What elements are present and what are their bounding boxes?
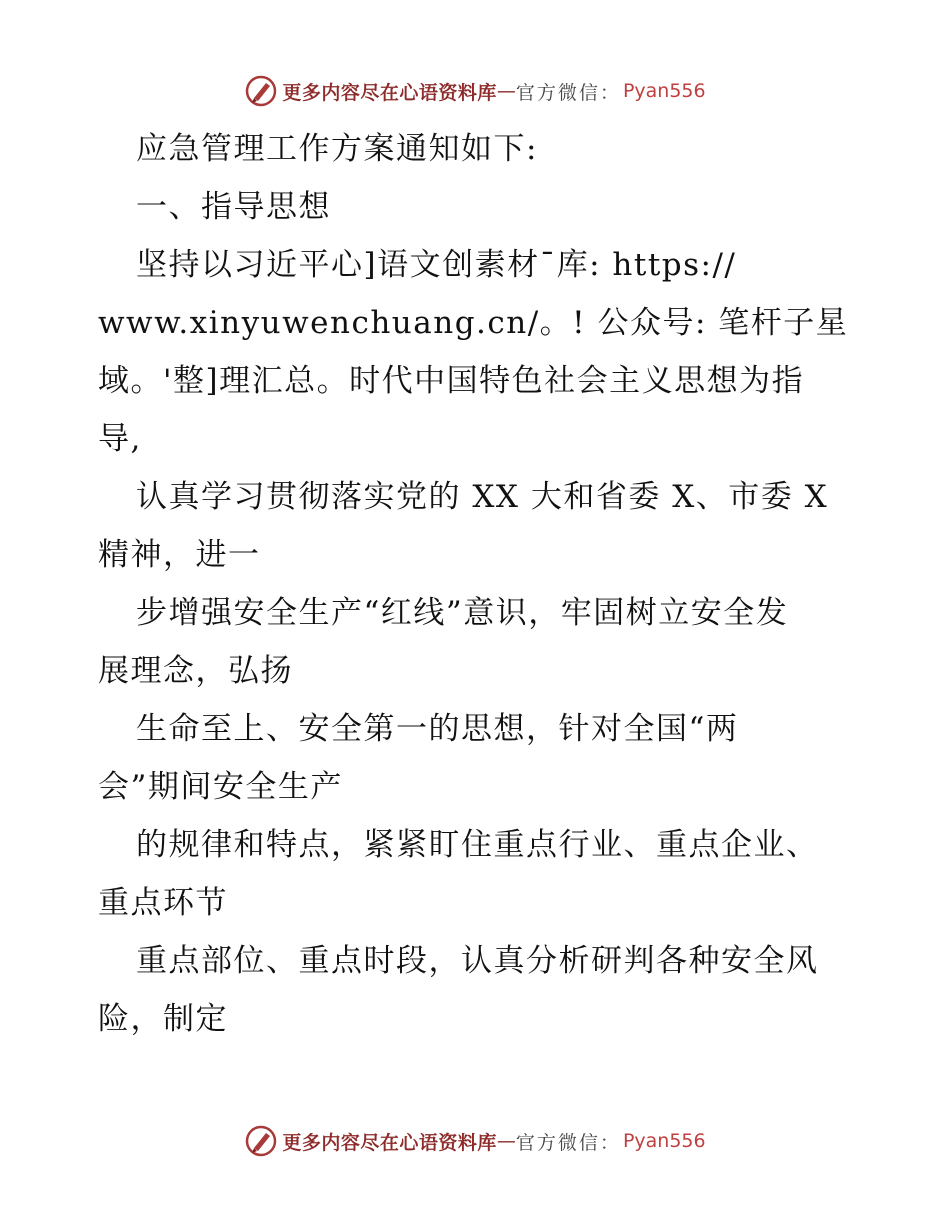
- document-line: 的规律和特点，紧紧盯住重点行业、重点企业、: [136, 827, 819, 863]
- banner-wechat-id: Pyan556: [622, 1130, 706, 1152]
- document-line: 险，制定: [98, 1001, 228, 1037]
- document-line: 应急管理工作方案通知如下:: [136, 131, 538, 167]
- banner-wechat-id: Pyan556: [622, 80, 706, 102]
- footer-watermark-banner: [0, 1121, 950, 1161]
- pen-logo-icon: [244, 1124, 278, 1158]
- banner-wechat-label: 官方微信: [515, 1131, 600, 1154]
- banner-main-text: 更多内容尽在心语资料库: [282, 1131, 497, 1154]
- pen-logo-icon: [244, 74, 278, 108]
- document-line: 重点部位、重点时段，认真分析研判各种安全风: [136, 943, 819, 979]
- document-line: 坚持以习近平心]语文创素材¯库: https://: [136, 247, 737, 283]
- document-line: 重点环节: [98, 885, 228, 921]
- document-line: 认真学习贯彻落实党的 XX 大和省委 X、市委 X: [136, 479, 829, 515]
- banner-wechat-label: 官方微信: [515, 81, 600, 104]
- section-heading: 一、指导思想: [136, 189, 331, 225]
- banner-colon: ：: [599, 1131, 619, 1154]
- banner-dash: —: [496, 80, 516, 102]
- document-line: 精神，进一: [98, 537, 261, 573]
- document-line: 生命至上、安全第一的思想，针对全国“两: [136, 711, 739, 747]
- document-line: www.xinyuwenchuang.cn/。! 公众号: 笔杆子星: [98, 305, 849, 341]
- banner-dash: —: [496, 1130, 516, 1152]
- document-line: 展理念，弘扬: [98, 653, 293, 689]
- document-line: 会”期间安全生产: [98, 769, 343, 805]
- banner-colon: ：: [599, 81, 619, 104]
- document-line: 域。'整]理汇总。时代中国特色社会主义思想为指: [98, 363, 805, 399]
- header-watermark-banner: [0, 71, 950, 111]
- document-line: 步增强安全生产“红线”意识，牢固树立安全发: [136, 595, 789, 631]
- document-line: 导,: [98, 421, 142, 457]
- banner-main-text: 更多内容尽在心语资料库: [282, 81, 497, 104]
- document-body: [98, 120, 868, 1048]
